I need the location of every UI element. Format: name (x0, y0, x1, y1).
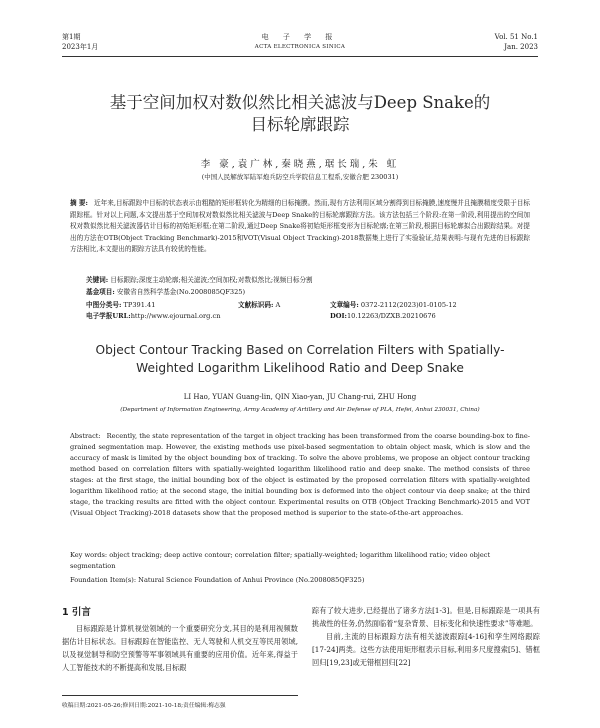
fund-zh-label: 基金项目: (86, 288, 115, 296)
fund-en (70, 575, 530, 586)
title-en (62, 341, 538, 377)
url-field[interactable]: 电子学报URL:http://www.ejournal.org.cn (86, 312, 221, 320)
right-col-paragraph-1: 踪有了较大进步,已经提出了诸多方法[1-3]。但是,目标跟踪是一项具有挑战性的任务,仍然面临着“复杂背景、目标变化和快速性要求”等难题。 (312, 606, 540, 628)
body-left-column: 目标跟踪是计算机视觉领域的一个重要研究分支,其目的是利用视频数据估计目标状态。目标跟踪在智能监控、无人驾驶和人机交互等民用领域,以及视觉制导和防空预警等军事领域具有重要的应用价值。近年来,得益于人工智能技术的不断提高和发展,目标跟 (62, 624, 298, 672)
abstract-en-label: Abstract: (70, 432, 101, 440)
doi-field[interactable]: DOI:10.12263/DZXB.20210676 (330, 312, 436, 320)
right-col-paragraph-2: 目前,主流的目标跟踪方法有相关滤波跟踪[4-16]和孪生网络跟踪[17-24]两类。这些方法使用矩形框表示目标,利用多尺度搜索[5]、错框回归[19,23]或无错框回归[22] (312, 632, 540, 667)
fund-zh-text: 安徽省自然科学基金(No.2008085QF325) (116, 288, 246, 296)
abstract-en-text: Recently, the state representation of the target in object tracking has been transformed from the coarse bounding-box to fine-grained segmentation map. However, the existing methods use pixel-based segmentation to obtain object mask, which is slow and the accuracy of mask is limited by the object bounding box of tracking. To solve the above problems, we propose an object contour tracking method based on correlation filters with spatially-weighted logarithm likelihood ratio and deep snake. The method consists of three stages: at the first stage, the initial bounding box of the object is estimated by the proposed correlation filters with spatially-weighted logarithm likelihood ratio; at the second stage, the initial bounding box is deformed into the object contour via deep snake; at the third stage, the tracking results are fitted with the object contour. Experimental results on OTB (Object Tracking Benchmark)-2015 and VOT (Visual Object Tracking)-2018 datasets show that the proposed method is superior to the state-of-the-art approaches. (70, 432, 530, 517)
section-heading-intro: 1 引言 (62, 607, 91, 618)
keywords-zh-label: 关键词: (86, 276, 109, 284)
title-en-line1: Object Contour Tracking Based on Correlation Filters with Spatially- (95, 343, 505, 357)
fund-en-label: Foundation Item(s): (70, 576, 137, 584)
body-right-column (312, 604, 540, 669)
fund-en-text: Natural Science Foundation of Anhui Province (No.2008085QF325) (138, 576, 365, 584)
affiliation-zh: (中国人民解放军陆军炮兵防空兵学院信息工程系,安徽合肥 230031) (201, 173, 399, 181)
header-right (495, 32, 538, 52)
abstract-zh-text: 近年来,目标跟踪中目标的状态表示由粗糙的矩形框转化为精细的目标掩膜。然而,现有方法利用区域分割得到目标掩膜,速度慢并且掩膜精度受限于目标跟踪框。针对以上问题,本文提出基于空间加权对数似然比相关滤波与Deep Snake的目标轮廓跟踪方法。该方法包括三个阶段:在第一阶段,利用提出的空间加权对数似然比相关滤波器估计目标的初始矩形框;在第二阶段,通过Deep Snake将初始矩形框变形为目标轮廓;在第三阶段,根据目标轮廓拟合出跟踪结果。对提出的方法在OTB(Object Tracking Benchmark)-2015和VOT(Visual Object Tracking)-2018数据集上进行了实验验证,结果表明:与现有先进的目标跟踪方法相比,本文提出的跟踪方法具有较优的性能。 (70, 199, 530, 254)
journal-name-en: ACTA ELECTRONICA SINICA (254, 44, 346, 50)
keywords-zh (86, 275, 530, 286)
running-header (62, 30, 538, 57)
keywords-en-label: Key words: (70, 551, 108, 559)
keywords-en-text: object tracking; deep active contour; correlation filter; spatially-weighted; logarithm likelihood ratio; video object segmentation (70, 551, 491, 570)
title-zh-line2: 目标轮廓跟踪 (250, 115, 350, 134)
abstract-zh (70, 198, 530, 256)
date-zh: 2023年1月 (62, 43, 99, 51)
clc-field: 中图分类号: TP391.41 (86, 301, 156, 309)
fund-zh (86, 287, 530, 298)
authors-en: LI Hao, YUAN Guang-lin, QIN Xiao-yan, JU Chang-rui, ZHU Hong (183, 393, 417, 401)
issue-zh: 第1期 (62, 33, 81, 41)
date-en: Jan. 2023 (504, 43, 538, 51)
keywords-en (70, 550, 530, 572)
article-metadata (86, 300, 526, 322)
keywords-zh-text: 目标跟踪;深度主动轮廓;相关滤波;空间加权;对数似然比;视频目标分割 (110, 276, 313, 284)
journal-name-zh: 电 子 学 报 (261, 33, 339, 41)
title-zh-line1: 基于空间加权对数似然比相关滤波与Deep Snake的 (109, 93, 491, 112)
abstract-en (70, 431, 530, 519)
authors-zh: 李 豪,袁广林,秦晓燕,琚长瑞,朱 虹 (200, 159, 400, 170)
title-zh (62, 92, 538, 136)
footnote-dates: 收稿日期:2021-05-26;修回日期:2021-10-18;责任编辑:梅志强 (62, 695, 298, 709)
article-number-field: 文章编号: 0372-2112(2023)01-0105-12 (330, 301, 457, 309)
title-en-line2: Weighted Logarithm Likelihood Ratio and Deep Snake (136, 361, 464, 375)
affiliation-en: (Department of Information Engineering, Army Academy of Artillery and Air Defense of PLA, Hefei, Anhui 230031, China) (120, 407, 480, 413)
doc-code-field: 文献标识码: A (238, 301, 281, 309)
abstract-zh-label: 摘 要: (70, 199, 88, 207)
header-center (62, 32, 538, 52)
volume: Vol. 51 No.1 (494, 33, 538, 41)
